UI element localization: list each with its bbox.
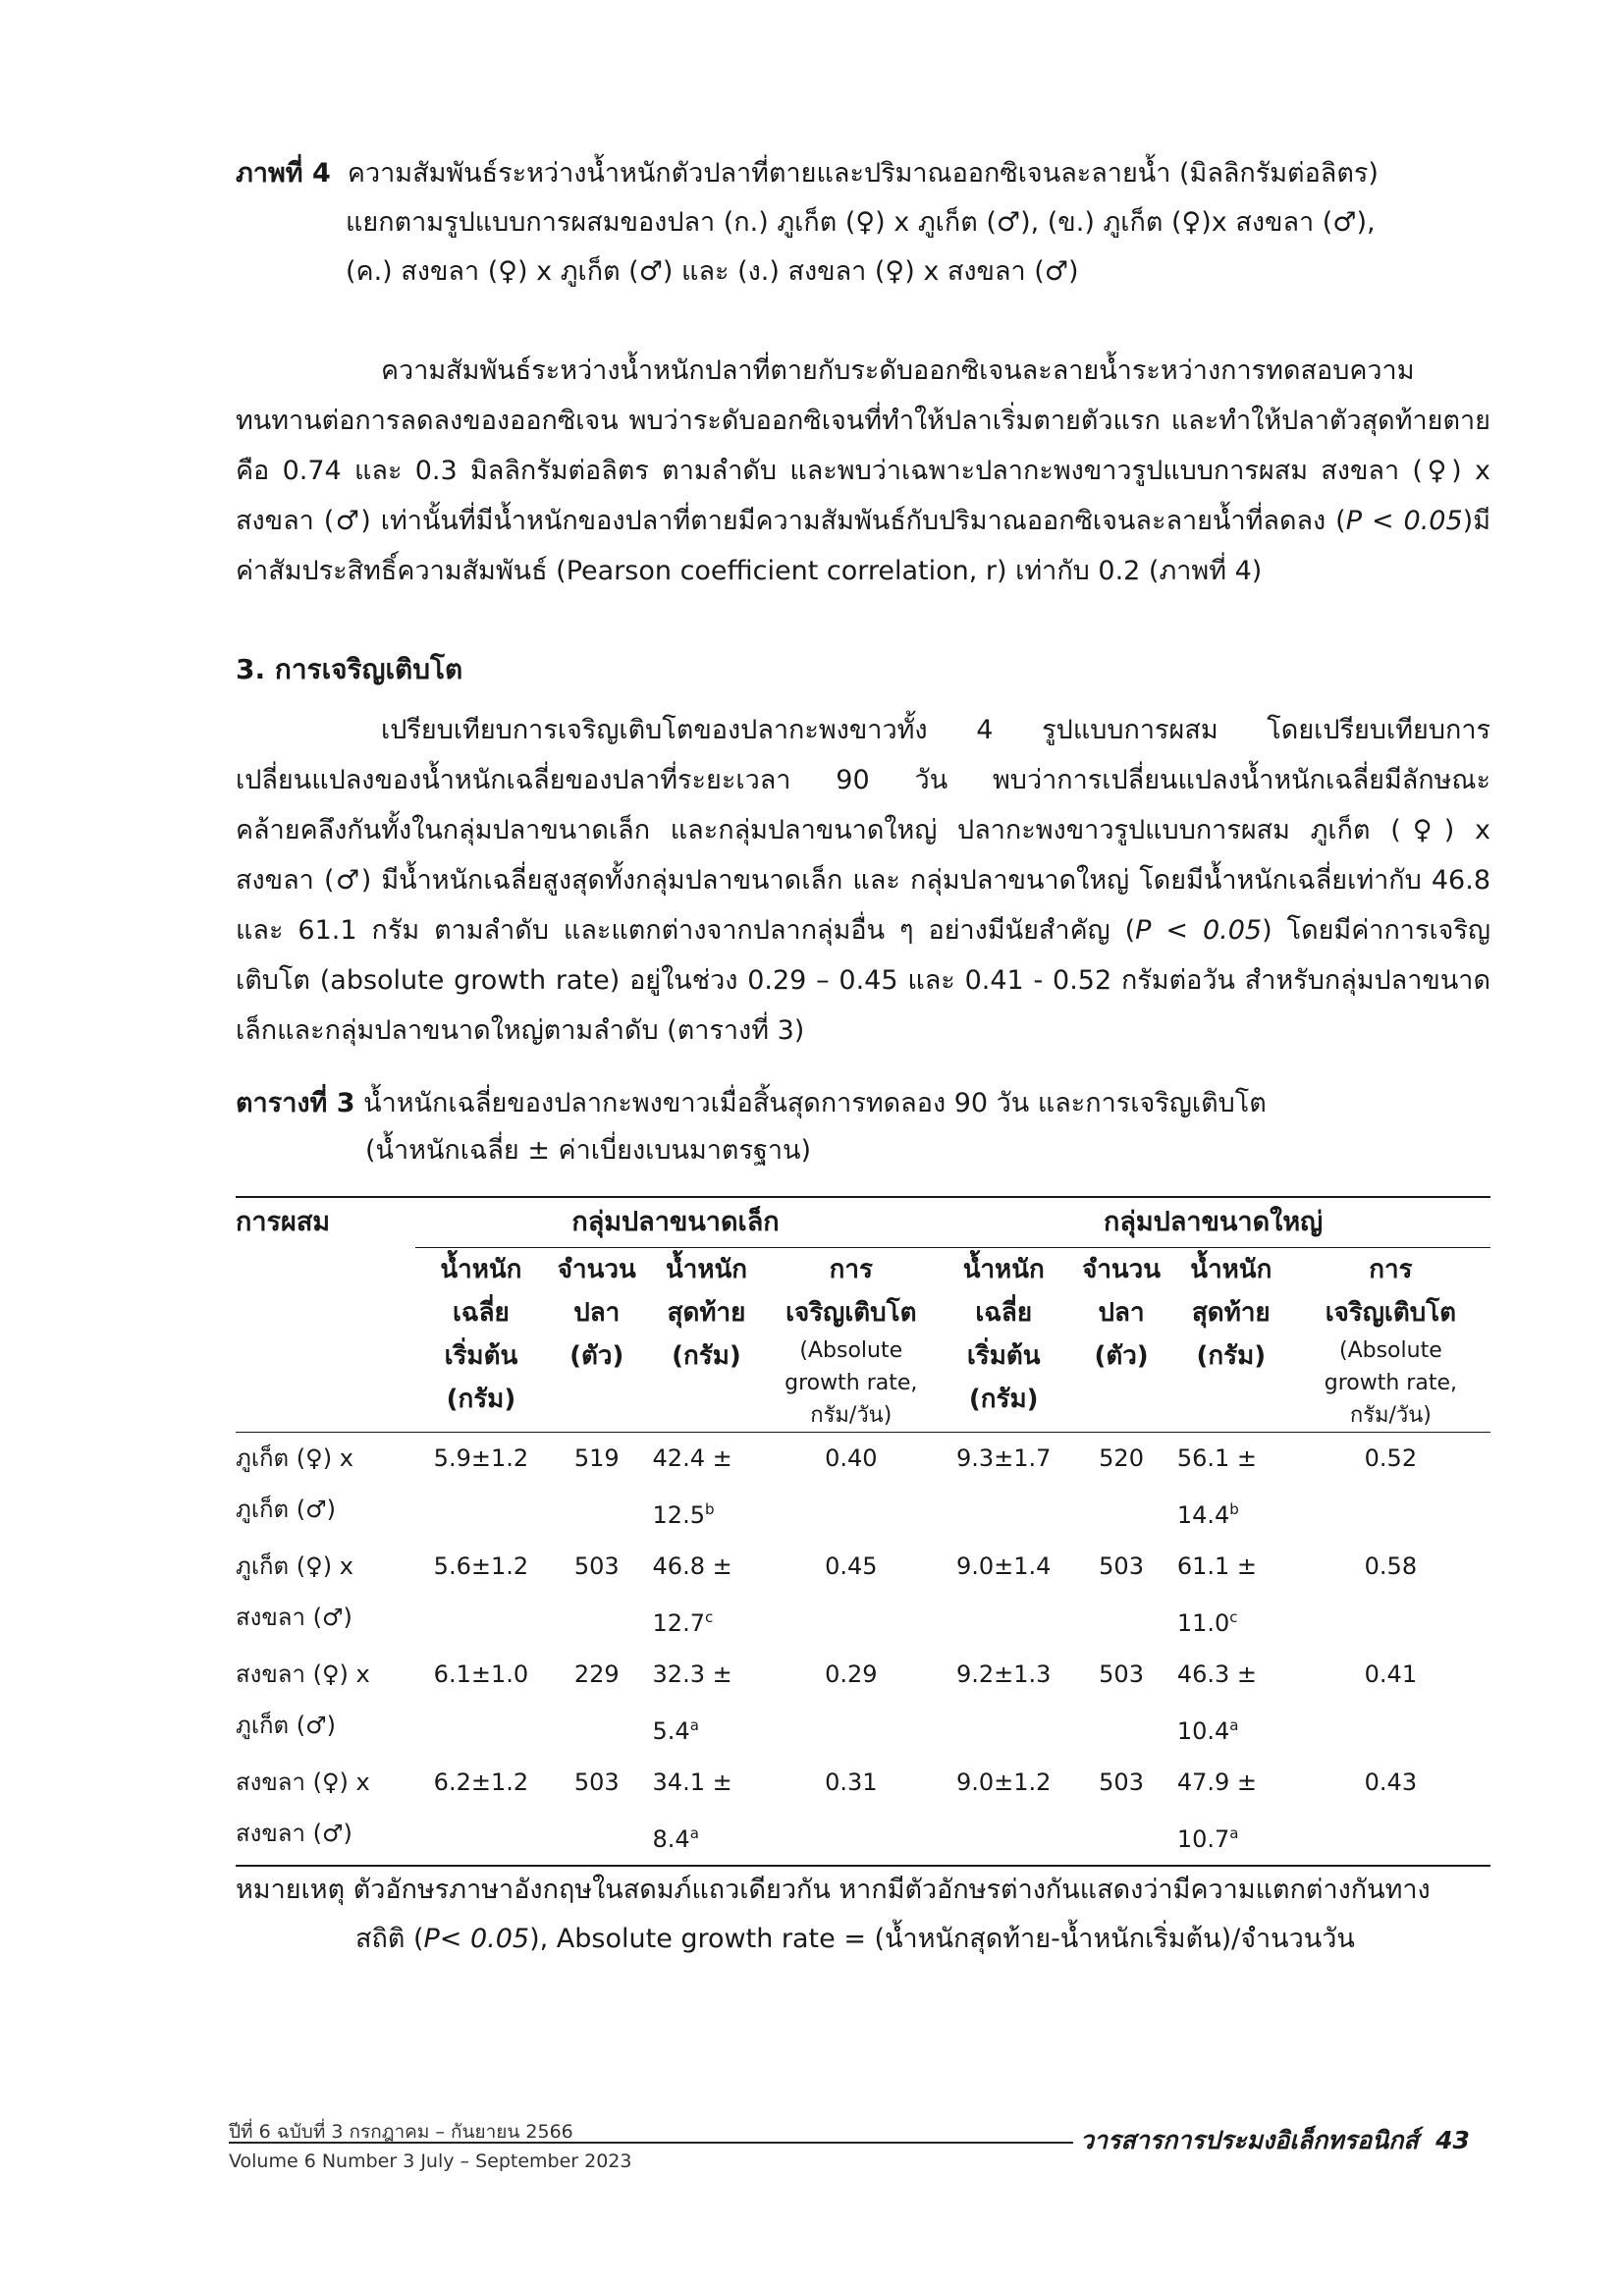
note-line1: หมายเหตุ ตัวอักษรภาษาอังกฤษในสดมภ์แถวเดียวกัน หากมีตัวอักษรต่างกันแสดงว่ามีความแตกต่างกันทาง	[236, 1875, 1431, 1905]
paragraph-oxygen	[236, 346, 1490, 596]
footer-journal	[1080, 2121, 1470, 2160]
large-final-header: น้ำหนัก สุดท้าย (กรัม)	[1171, 1248, 1291, 1433]
figure-caption-line3: (ค.) สงขลา (♀) x ภูเก็ต (♂) และ (ง.) สงขลา (♀) x สงขลา (♂)	[346, 256, 1079, 287]
large-count-header: จำนวน ปลา (ตัว)	[1071, 1248, 1171, 1433]
figure-label: ภาพที่ 4	[236, 158, 331, 189]
small-growth-header: การ เจริญเติบโต (Absolute growth rate, กรัม/วัน)	[766, 1248, 936, 1433]
footer-issue	[229, 2117, 632, 2176]
table-note	[236, 1866, 1512, 1964]
large-growth-header: การ เจริญเติบโต (Absolute growth rate, กรัม/วัน)	[1291, 1248, 1490, 1433]
figure-caption-line1: ความสัมพันธ์ระหว่างน้ำหนักตัวปลาที่ตายและปริมาณออกซิเจนละลายน้ำ (มิลลิกรัมต่อลิตร)	[347, 158, 1379, 189]
table-caption-line2: (น้ำหนักเฉลี่ย ± ค่าเบี่ยงเบนมาตรฐาน)	[365, 1135, 811, 1166]
paragraph1-pvalue: P < 0.05	[1345, 506, 1463, 536]
page-number: 43	[1435, 2126, 1470, 2154]
table-caption	[236, 1080, 1512, 1174]
table-caption-line1: น้ำหนักเฉลี่ยของปลากะพงขาวเมื่อสิ้นสุดการทดลอง 90 วัน และการเจริญเติบโต	[363, 1088, 1267, 1118]
figure-caption-line2: แยกตามรูปแบบการผสมของปลา (ก.) ภูเก็ต (♀) x ภูเก็ต (♂), (ข.) ภูเก็ต (♀)x สงขลา (♂),	[346, 207, 1376, 238]
growth-table	[236, 1196, 1490, 1867]
footer-rule	[229, 2142, 1073, 2144]
paragraph1-text-a: ความสัมพันธ์ระหว่างน้ำหนักปลาที่ตายกับระดับออกซิเจนละลายน้ำระหว่างการทดสอบความทนทานต่อการลดลงของออกซิเจน พบว่าระดับออกซิเจนที่ทำให้ปลาเริ่มตายตัวแรก และทำให้ปลาตัวสุดท้ายตายคือ 0.74 และ 0.3 มิลลิกรัมต่อลิตร ตามลำดับ และพบว่าเฉพาะปลากะพงขาวรูปแบบการผสม สงขลา (♀) x สงขลา (♂) เท่านั้นที่มีน้ำหนักของปลาที่ตายมีความสัมพันธ์กับปริมาณออกซิเจนละลายน้ำที่ลดลง (	[236, 355, 1490, 536]
paragraph-growth	[236, 705, 1490, 1056]
large-initial-header: น้ำหนัก เฉลี่ย เริ่มต้น (กรัม)	[936, 1248, 1071, 1433]
footer-thai: ปีที่ 6 ฉบับที่ 3 กรกฎาคม – กันยายน 2566	[229, 2121, 573, 2143]
journal-name: วารสารการประมงอิเล็กทรอนิกส์	[1080, 2126, 1419, 2154]
note-line2: สถิติ (P< 0.05), Absolute growth rate = (น้ำหนักสุดท้าย-น้ำหนักเริ่มต้น)/จำนวนวัน	[355, 1924, 1355, 1954]
small-final-header: น้ำหนัก สุดท้าย (กรัม)	[647, 1248, 767, 1433]
paragraph2-pvalue: P < 0.05	[1135, 915, 1263, 946]
paragraph1-text-b: )มีค่าสัมประสิทธิ์ความสัมพันธ์ (Pearson coefficient correlation, r) เท่ากับ 0.2 (ภาพที่ 4)	[236, 506, 1490, 586]
table-row: ภูเก็ต (♀) x ภูเก็ต (♂) 5.9±1.2 519 42.4 ± 12.5$^b$ 0.40 9.3±1.7 520 56.1 ± 14.4$^b$ 0.52	[236, 1444, 1418, 1529]
figure-caption	[236, 149, 1512, 297]
table-row: สงขลา (♀) x ภูเก็ต (♂) 6.1±1.0 229 32.3 ± 5.4$^a$ 0.29 9.2±1.3 503 46.3 ± 10.4$^a$ 0.41	[236, 1660, 1418, 1745]
paragraph2-text-b: ) โดยมีค่าการเจริญเติบโต (absolute growth rate) อยู่ในช่วง 0.29 – 0.45 และ 0.41 - 0.52 กรัมต่อวัน สำหรับกลุ่มปลาขนาดเล็กและกลุ่มปลาขนาดใหญ่ตามลำดับ (ตารางที่ 3)	[236, 915, 1491, 1046]
table-row: ภูเก็ต (♀) x สงขลา (♂) 5.6±1.2 503 46.8 ± 12.7$^c$ 0.45 9.0±1.4 503 61.1 ± 11.0$^c$ 0.58	[236, 1552, 1418, 1637]
row-header: การผสม	[236, 1197, 415, 1248]
paragraph2-text-a: เปรียบเทียบการเจริญเติบโตของปลากะพงขาวทั้ง 4 รูปแบบการผสม โดยเปรียบเทียบการเปลี่ยนแปลงของน้ำหนักเฉลี่ยของปลาที่ระยะเวลา 90 วัน พบว่าการเปลี่ยนแปลงน้ำหนักเฉลี่ยมีลักษณะคล้ายคลึงกันทั้งในกลุ่มปลาขนาดเล็ก และกลุ่มปลาขนาดใหญ่ ปลากะพงขาวรูปแบบการผสม ภูเก็ต (♀) x สงขลา (♂) มีน้ำหนักเฉลี่ยสูงสุดทั้งกลุ่มปลาขนาดเล็ก และ กลุ่มปลาขนาดใหญ่ โดยมีน้ำหนักเฉลี่ยเท่ากับ 46.8 และ 61.1 กรัม ตามลำดับ และแตกต่างจากปลากลุ่มอื่น ๆ อย่างมีนัยสำคัญ (	[236, 715, 1490, 946]
table-row: สงขลา (♀) x สงขลา (♂) 6.2±1.2 503 34.1 ± 8.4$^a$ 0.31 9.0±1.2 503 47.9 ± 10.7$^a$ 0.43	[236, 1757, 1490, 1866]
table-label: ตารางที่ 3	[236, 1088, 355, 1118]
small-initial-header: น้ำหนัก เฉลี่ย เริ่มต้น (กรัม)	[415, 1248, 547, 1433]
footer-english: Volume 6 Number 3 July – September 2023	[229, 2150, 632, 2172]
small-count-header: จำนวน ปลา (ตัว)	[547, 1248, 647, 1433]
group-large-header: กลุ่มปลาขนาดใหญ่	[936, 1197, 1490, 1248]
group-small-header: กลุ่มปลาขนาดเล็ก	[415, 1197, 936, 1248]
section-title: 3. การเจริญเติบโต	[236, 653, 463, 685]
